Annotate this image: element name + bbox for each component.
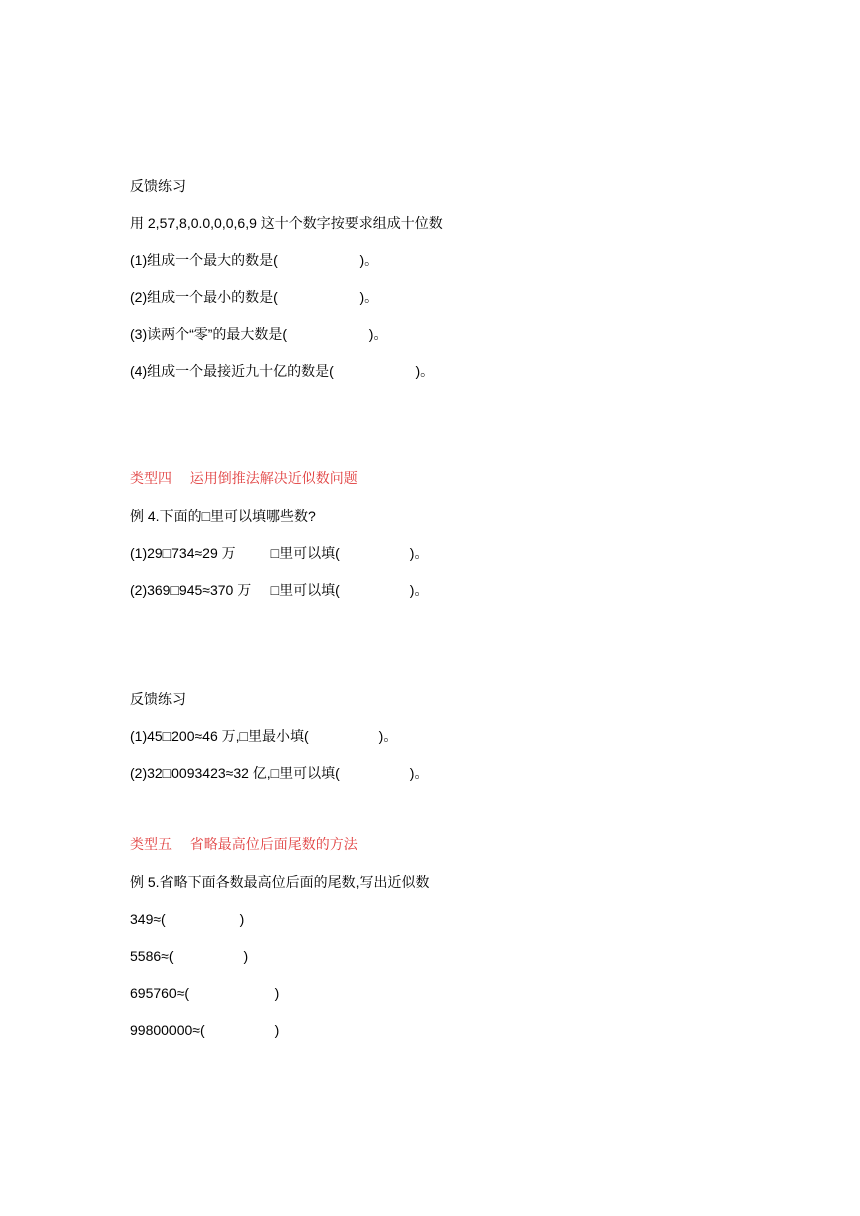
type5-item-3: 695760≈( ) <box>130 985 280 1001</box>
type5-item-1: 349≈( ) <box>130 911 245 927</box>
feedback-heading-2: 反馈练习 <box>130 691 186 707</box>
type4-heading: 类型四 运用倒推法解决近似数问题 <box>130 471 358 487</box>
type4-item-1: (1)29□734≈29 万 □里可以填( )。 <box>130 545 429 561</box>
feedback-item-3: (3)读两个“零”的最大数是( )。 <box>130 326 388 342</box>
type5-heading: 类型五 省略最高位后面尾数的方法 <box>130 837 358 853</box>
type5-example: 例 5.省略下面各数最高位后面的尾数,写出近似数 <box>130 874 430 890</box>
feedback2-item-2: (2)32□0093423≈32 亿,□里可以填( )。 <box>130 765 429 781</box>
type5-item-2: 5586≈( ) <box>130 948 249 964</box>
feedback-intro: 用 2,57,8,0.0,0,0,6,9 这十个数字按要求组成十位数 <box>130 215 443 231</box>
type4-example: 例 4.下面的□里可以填哪些数? <box>130 508 316 524</box>
feedback-heading-1: 反馈练习 <box>130 178 186 194</box>
feedback-item-1: (1)组成一个最大的数是( )。 <box>130 252 379 268</box>
feedback-item-2: (2)组成一个最小的数是( )。 <box>130 289 379 305</box>
type4-item-2: (2)369□945≈370 万 □里可以填( )。 <box>130 582 429 598</box>
feedback-item-4: (4)组成一个最接近九十亿的数是( )。 <box>130 363 435 379</box>
feedback2-item-1: (1)45□200≈46 万,□里最小填( )。 <box>130 728 398 744</box>
type5-item-4: 99800000≈( ) <box>130 1022 280 1038</box>
